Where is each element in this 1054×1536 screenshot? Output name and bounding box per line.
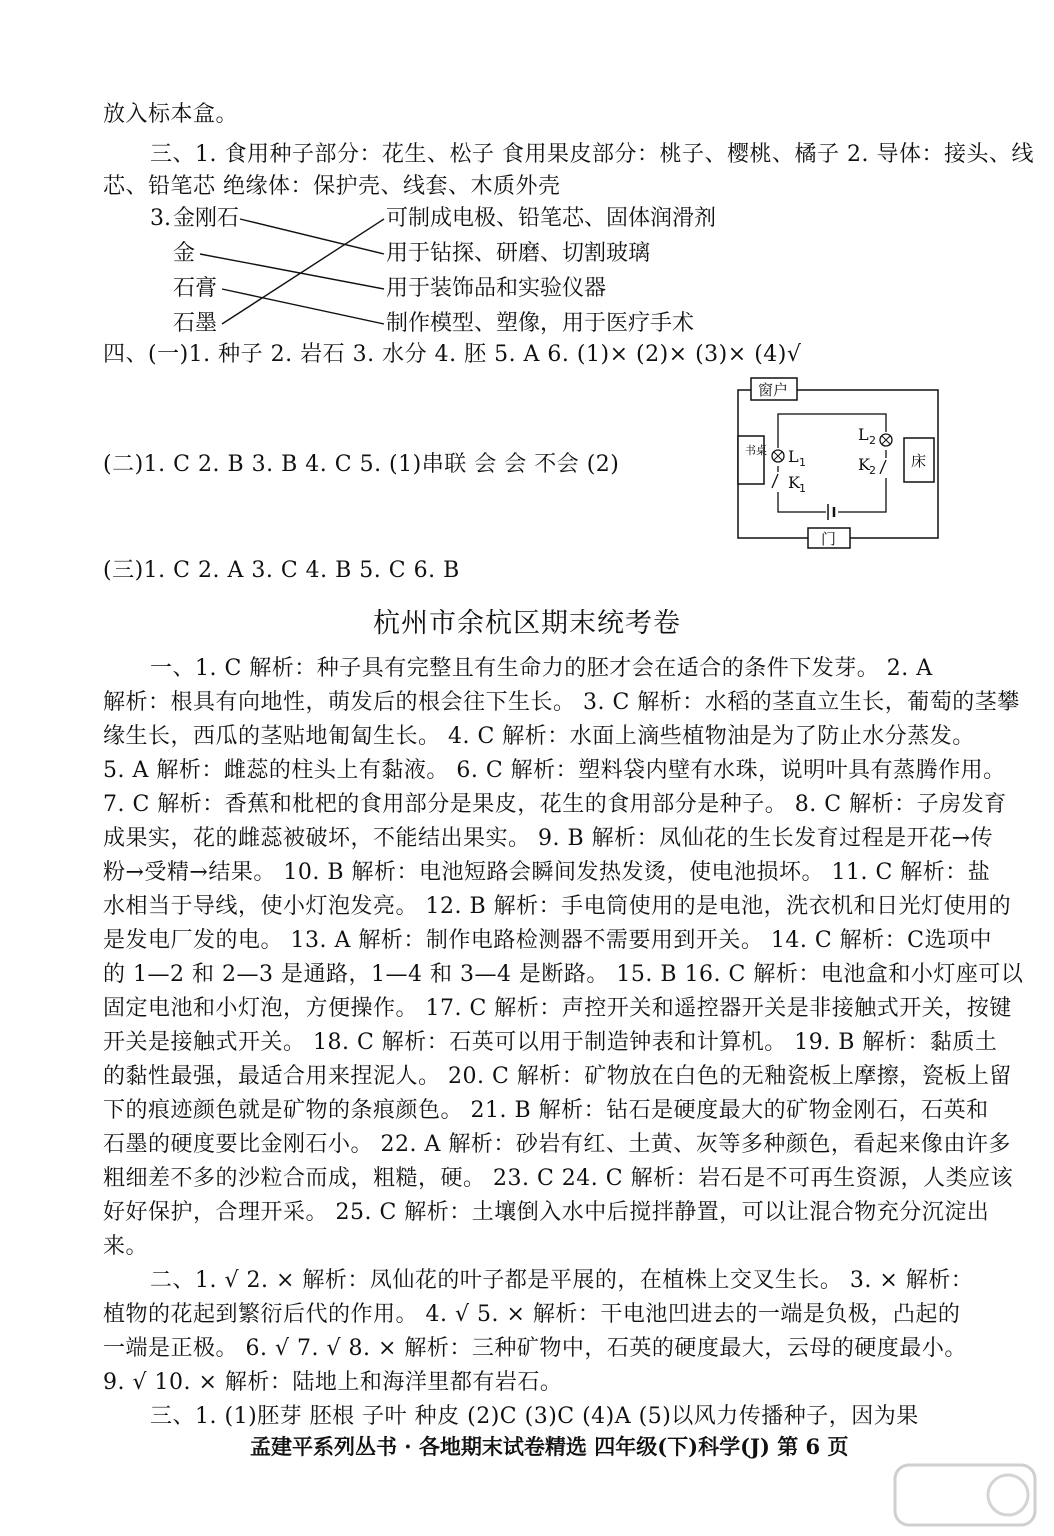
text-line: 植物的花起到繁衍后代的作用。 4. √ 5. × 解析：干电池凹进去的一端是负极，凸起的 — [103, 1302, 961, 1327]
match-left-item: 金 — [173, 241, 196, 266]
text-line: 一、1. C 解析：种子具有完整且有生命力的胚才会在适合的条件下发芽。 2. A — [150, 656, 933, 681]
text-line: 来。 — [103, 1234, 149, 1259]
text-line: 7. C 解析：香蕉和枇杷的食用部分是果皮，花生的食用部分是种子。 8. C 解析：子房发育 — [103, 792, 1007, 817]
page-footer: 孟建平系列丛书 · 各地期末试卷精选 四年级(下)科学(J) 第 6 页 — [250, 1434, 849, 1459]
text-line: 四、(一)1. 种子 2. 岩石 3. 水分 4. 胚 5. A 6. (1)× (2)× (3)× (4)√ — [103, 342, 802, 367]
match-left-item: 金刚石 — [173, 206, 240, 231]
door-label: 门 — [821, 530, 837, 548]
text-line: 缘生长，西瓜的茎贴地匍匐生长。 4. C 解析：水面上滴些植物油是为了防止水分蒸发。 — [103, 724, 975, 749]
match-right-item: 用于钻探、研磨、切割玻璃 — [386, 241, 651, 266]
switch-k2-label: K — [858, 455, 870, 474]
match-right-item: 可制成电极、铅笔芯、固体润滑剂 — [386, 206, 717, 231]
bed-label: 床 — [911, 452, 927, 470]
text-line: 下的痕迹颜色就是矿物的条痕颜色。 21. B 解析：钻石是硬度最大的矿物金刚石，石英和 — [103, 1098, 989, 1123]
text-line: (二)1. C 2. B 3. B 4. C 5. (1)串联 会 会 不会 (2) — [103, 452, 620, 477]
text-line: 石墨的硬度要比金刚石小。 22. A 解析：砂岩有红、土黄、灰等多种颜色，看起来像由许多 — [103, 1132, 1011, 1157]
text-line: 三、1. (1)胚芽 胚根 子叶 种皮 (2)C (3)C (4)A (5)以风力传播种子，因为果 — [150, 1404, 919, 1429]
text-line: 水相当于导线，使小灯泡发亮。 12. B 解析：手电筒使用的是电池，洗衣机和日光灯使用的 — [103, 894, 1012, 919]
text-line: 开关是接触式开关。 18. C 解析：石英可以用于制造钟表和计算机。 19. B 解析：黏质土 — [103, 1030, 998, 1055]
text-line: 一端是正极。 6. √ 7. √ 8. × 解析：三种矿物中，石英的硬度最大，云母的硬度最小。 — [103, 1336, 967, 1361]
text-line: 是发电厂发的电。 13. A 解析：制作电路检测器不需要用到开关。 14. C 解析：C选项中 — [103, 928, 992, 953]
text-line: 芯、铅笔芯 绝缘体：保护壳、线套、木质外壳 — [103, 174, 561, 199]
bulb-l2-label: L — [858, 425, 869, 444]
match-left-item: 石墨 — [173, 311, 218, 336]
text-line: 粉→受精→结果。 10. B 解析：电池短路会瞬间发热发烫，使电池损坏。 11. C 解析：盐 — [103, 860, 991, 885]
text-line: 三、1. 食用种子部分：花生、松子 食用果皮部分：桃子、樱桃、橘子 2. 导体：接头、线 — [150, 142, 1034, 167]
text-line: 放入标本盒。 — [103, 102, 239, 127]
text-line: 解析：根具有向地性，萌发后的根会往下生长。 3. C 解析：水稻的茎直立生长，葡萄的茎攀 — [103, 690, 1020, 715]
text-line: 的 1—2 和 2—3 是通路，1—4 和 3—4 是断路。 15. B 16. C 解析：电池盒和小灯座可以 — [103, 962, 1024, 987]
circuit-diagram — [728, 372, 948, 552]
match-number: 3. — [150, 206, 171, 231]
text-line: 成果实，花的雌蕊被破坏，不能结出果实。 9. B 解析：凤仙花的生长发育过程是开花→传 — [103, 826, 994, 851]
section-title: 杭州市余杭区期末统考卷 — [373, 608, 681, 639]
text-line: 5. A 解析：雌蕊的柱头上有黏液。 6. C 解析：塑料袋内壁有水珠，说明叶具有蒸腾作用。 — [103, 758, 1006, 783]
desk-label: 书桌 — [745, 444, 767, 457]
text-line: 好好保护，合理开采。 25. C 解析：土壤倒入水中后搅拌静置，可以让混合物充分沉淀出 — [103, 1200, 990, 1225]
text-line: 二、1. √ 2. × 解析：凤仙花的叶子都是平展的，在植株上交叉生长。 3. × 解析： — [150, 1268, 974, 1293]
bulb-l1-sub: 1 — [799, 456, 806, 469]
text-line: (三)1. C 2. A 3. C 4. B 5. C 6. B — [103, 558, 460, 583]
text-line: 9. √ 10. × 解析：陆地上和海洋里都有岩石。 — [103, 1370, 563, 1395]
text-line: 固定电池和小灯泡，方便操作。 17. C 解析：声控开关和遥控器开关是非接触式开关，按键 — [103, 996, 1012, 1021]
bulb-l2-sub: 2 — [869, 434, 876, 447]
match-right-item: 制作模型、塑像，用于医疗手术 — [386, 311, 695, 336]
text-line: 粗细差不多的沙粒合而成，粗糙，硬。 23. C 24. C 解析：岩石是不可再生资源，人类应该 — [103, 1166, 1014, 1191]
switch-k2-sub: 2 — [869, 464, 876, 477]
match-right-item: 用于装饰品和实验仪器 — [386, 276, 607, 301]
window-label: 窗户 — [758, 381, 789, 399]
watermark-logo — [890, 1460, 1040, 1530]
switch-k1-sub: 1 — [799, 482, 806, 495]
text-line: 的黏性最强，最适合用来捏泥人。 20. C 解析：矿物放在白色的无釉瓷板上摩擦，瓷板上留 — [103, 1064, 1012, 1089]
bulb-l1-label: L — [788, 447, 799, 466]
match-left-item: 石膏 — [173, 276, 218, 301]
switch-k1-label: K — [788, 473, 800, 492]
